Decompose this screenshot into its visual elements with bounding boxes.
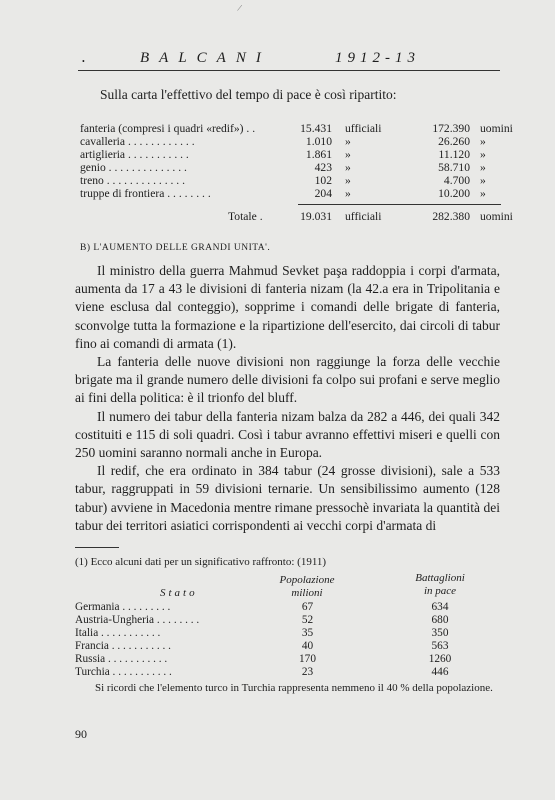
- row-population: 170: [299, 653, 316, 665]
- row-label: Italia . . . . . . . . . . .: [75, 627, 161, 639]
- footnote-intro: (1) Ecco alcuni dati per un significativo raffronto: (1911): [75, 556, 327, 568]
- header-rule: [78, 70, 500, 71]
- row-officers: 1.010: [305, 135, 332, 148]
- total-unit: uomini: [480, 210, 513, 223]
- header-title: BALCANI: [140, 50, 271, 66]
- row-label: artiglieria . . . . . . . . . . .: [80, 148, 189, 161]
- row-battalions: 1260: [428, 653, 452, 665]
- row-officers: 423: [314, 161, 332, 174]
- row-unit: »: [480, 161, 486, 174]
- row-label: Germania . . . . . . . . .: [75, 601, 171, 613]
- paragraph: Il ministro della guerra Mahmud Sevket paşa raddoppia i corpi d'armata, aumenta da 17 a 43 le divisioni di fanteria nizam (la 42.a era in Tripolitania e viene esclusa dal conteggio), sopprime i comandi delle brigate di fanteria, sconvolge tutta la formazione e la ripartizione dell'esercito, dai circoli di tabur fino ai comandi di armata (1).: [75, 263, 500, 351]
- row-population: 52: [301, 614, 314, 626]
- row-unit: »: [345, 187, 351, 200]
- row-battalions: 350: [431, 627, 449, 639]
- row-unit: »: [480, 135, 486, 148]
- footnote-rule: [75, 547, 119, 548]
- total-label: Totale .: [228, 210, 263, 223]
- total-rule: [298, 204, 501, 205]
- row-population: 40: [301, 640, 314, 652]
- row-population: 35: [301, 627, 314, 639]
- row-unit: ufficiali: [345, 122, 382, 135]
- row-label: truppe di frontiera . . . . . . . .: [80, 187, 211, 200]
- row-unit: »: [345, 135, 351, 148]
- header-line: milioni: [291, 587, 323, 599]
- scan-mark: /: [236, 2, 243, 15]
- row-label: genio . . . . . . . . . . . . . .: [80, 161, 187, 174]
- row-battalions: 634: [431, 601, 449, 613]
- row-label: Turchia . . . . . . . . . . .: [75, 666, 172, 678]
- row-officers: 15.431: [300, 122, 332, 135]
- page-number: 90: [75, 727, 87, 741]
- running-header: [140, 50, 420, 67]
- row-unit: »: [480, 148, 486, 161]
- row-population: 67: [301, 601, 314, 613]
- row-men: 10.200: [438, 187, 470, 200]
- row-label: cavalleria . . . . . . . . . . . .: [80, 135, 195, 148]
- footnote-closing: Si ricordi che l'elemento turco in Turchia rappresenta nemmeno il 40 % della popolazione.: [95, 682, 493, 694]
- total-men: 282.380: [432, 210, 470, 223]
- row-unit: uomini: [480, 122, 513, 135]
- row-label: treno . . . . . . . . . . . . . .: [80, 174, 185, 187]
- col-header-state: Stato: [160, 587, 198, 599]
- row-label: fanteria (compresi i quadri «redif») . .: [80, 122, 256, 135]
- row-label: Russia . . . . . . . . . . .: [75, 653, 168, 665]
- paragraph: Il redif, che era ordinato in 384 tabur (24 grosse divisioni), sale a 533 tabur, raggruppati in 59 divisioni ternarie. Un sensibilissimo aumento (128 tabur) avviene in Macedonia mentre rimane pressochè invariata la quantità dei tabur dei territori asiatici corrispondenti ai vecchi corpi d'armata di: [75, 463, 500, 533]
- row-label: Austria-Ungheria . . . . . . . .: [75, 614, 200, 626]
- row-officers: 1.861: [305, 148, 332, 161]
- col-header-battalions: [395, 572, 485, 598]
- row-battalions: 446: [431, 666, 449, 678]
- paragraph: Il numero dei tabur della fanteria nizam balza da 282 a 446, dei quali 342 costituiti e 115 di soli quadri. Così i tabur avranno effettivi miseri e quelli con 250 uomini saranno normali anche in Europa.: [75, 408, 500, 461]
- row-men: 11.120: [438, 148, 470, 161]
- row-men: 58.710: [438, 161, 470, 174]
- row-battalions: 680: [431, 614, 449, 626]
- section-title: B) L'AUMENTO DELLE GRANDI UNITA'.: [80, 243, 271, 253]
- row-label: Francia . . . . . . . . . . .: [75, 640, 172, 652]
- row-men: 4.700: [443, 174, 470, 187]
- row-unit: »: [480, 174, 486, 187]
- body-text: [75, 262, 500, 535]
- paragraph: La fanteria delle nuove divisioni non raggiunge la forza delle vecchie brigate ma il grande numero delle divisioni fa colpo sui profani e serve meglio ai fini della politica: è il trionfo del bluff.: [75, 354, 500, 406]
- row-officers: 102: [314, 174, 332, 187]
- intro-line: Sulla carta l'effettivo del tempo di pace è così ripartito:: [100, 87, 397, 102]
- row-unit: »: [345, 161, 351, 174]
- total-unit: ufficiali: [345, 210, 382, 223]
- row-men: 26.260: [438, 135, 470, 148]
- row-men: 172.390: [432, 122, 470, 135]
- dot-mark: •: [82, 57, 85, 66]
- header-years: 1912-13: [335, 50, 420, 66]
- header-line: in pace: [423, 585, 457, 597]
- row-population: 23: [301, 666, 314, 678]
- row-unit: »: [480, 187, 486, 200]
- total-officers: 19.031: [300, 210, 332, 223]
- row-unit: »: [345, 148, 351, 161]
- header-line: Popolazione: [279, 574, 335, 586]
- row-officers: 204: [314, 187, 332, 200]
- row-battalions: 563: [431, 640, 449, 652]
- col-header-population: [262, 574, 352, 600]
- row-unit: »: [345, 174, 351, 187]
- header-line: Battaglioni: [415, 572, 465, 584]
